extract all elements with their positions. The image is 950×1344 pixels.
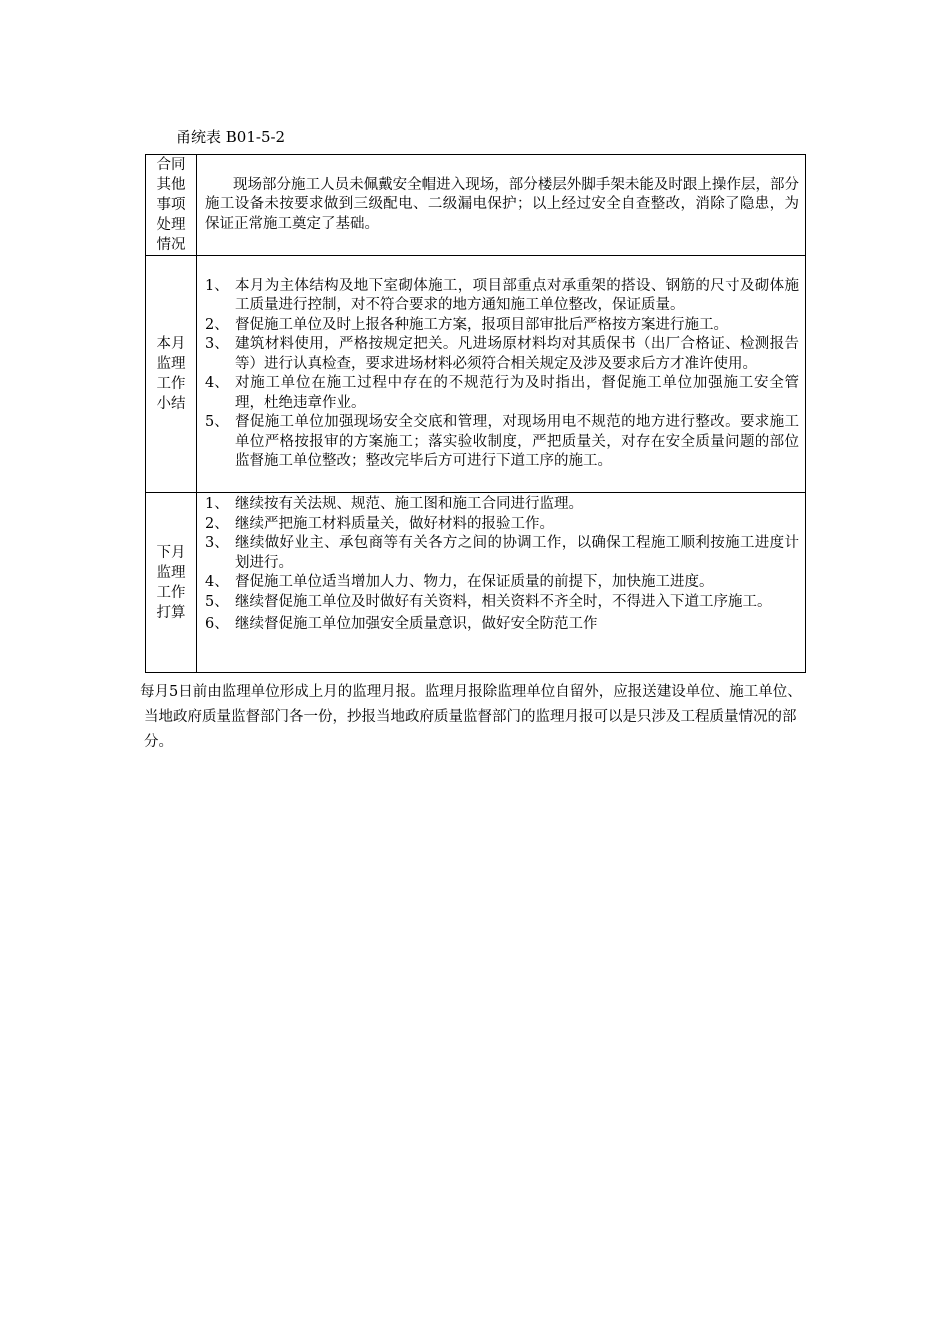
contract-matters-content-cell [197,155,806,256]
list-item [205,374,799,413]
contract-matters-label: 合同其他事项处理情况 [156,157,186,253]
next-month-plan-label: 下月监理工作打算 [156,544,186,621]
item-number: 2、 [205,515,229,532]
contract-matters-label-cell [146,155,197,256]
item-number: 3、 [205,535,229,551]
item-text: 本月为主体结构及地下室砌体施工，项目部重点对承重架的搭设、钢筋的尺寸及砌体施工质量进行控制，对不符合要求的地方通知施工单位整改，保证质量。 [235,277,799,313]
monthly-summary-list [197,275,805,474]
list-item [205,316,799,336]
list-item [205,515,799,535]
item-text: 继续督促施工单位加强安全质量意识，做好安全防范工作 [235,616,598,632]
next-month-plan-label-cell [146,493,197,673]
list-item [205,534,799,573]
monthly-summary-label-cell [146,256,197,493]
list-item [205,573,799,593]
item-number: 6、 [205,616,229,632]
monthly-report-table [145,154,806,673]
item-text: 督促施工单位及时上报各种施工方案，报项目部审批后严格按方案进行施工。 [235,316,728,333]
item-number: 1、 [205,277,229,294]
monthly-summary-content-cell [197,256,806,493]
item-text: 继续严把施工材料质量关，做好材料的报验工作。 [235,515,554,532]
list-item [205,413,799,472]
list-item [205,593,799,613]
item-number: 3、 [205,336,229,352]
item-number: 4、 [205,574,229,590]
item-text: 继续做好业主、承包商等有关各方之间的协调工作，以确保工程施工顺利按施工进度计划进行。 [235,535,799,571]
item-text: 督促施工单位加强现场安全交底和管理，对现场用电不规范的地方进行整改。要求施工单位严格按报审的方案施工；落实验收制度，严把质量关，对存在安全质量问题的部位监督施工单位整改；整改完毕后方可进行下道工序的施工。 [235,414,799,469]
form-code: 甬统表 B01-5-2 [176,128,286,146]
item-text: 对施工单位在施工过程中存在的不规范行为及时指出，督促施工单位加强施工安全管理，杜绝违章作业。 [235,375,799,411]
monthly-summary-row [146,256,806,493]
footnote: 每月5日前由监理单位形成上月的监理月报。监理月报除监理单位自留外，应报送建设单位、施工单位、当地政府质量监督部门各一份，抄报当地政府质量监督部门的监理月报可以是只涉及工程质量情况的部分。 [140,684,802,750]
item-text: 督促施工单位适当增加人力、物力，在保证质量的前提下，加快施工进度。 [235,574,714,590]
contract-matters-text: 现场部分施工人员未佩戴安全帽进入现场，部分楼层外脚手架未能及时跟上操作层，部分施工设备未按要求做到三级配电、二级漏电保护；以上经过安全自查整改，消除了隐患，为保证正常施工奠定了基础。 [205,176,799,232]
item-text: 建筑材料使用，严格按规定把关。凡进场原材料均对其质保书（出厂合格证、检测报告等）进行认真检查，要求进场材料必须符合相关规定及涉及要求后方才准许使用。 [235,336,799,372]
item-number: 5、 [205,593,229,610]
item-text: 继续督促施工单位及时做好有关资料，相关资料不齐全时，不得进入下道工序施工。 [235,593,772,610]
list-item [205,277,799,316]
item-text: 继续按有关法规、规范、施工图和施工合同进行监理。 [235,496,583,512]
item-number: 2、 [205,316,229,333]
next-month-plan-row [146,493,806,673]
list-item [205,335,799,374]
contract-matters-row [146,155,806,256]
item-number: 5、 [205,414,229,430]
next-month-plan-list [197,493,805,637]
list-item [205,615,799,635]
next-month-plan-content-cell [197,493,806,673]
monthly-summary-label: 本月监理工作小结 [156,336,186,412]
item-number: 1、 [205,496,229,512]
list-item [205,495,799,515]
item-number: 4、 [205,375,229,391]
